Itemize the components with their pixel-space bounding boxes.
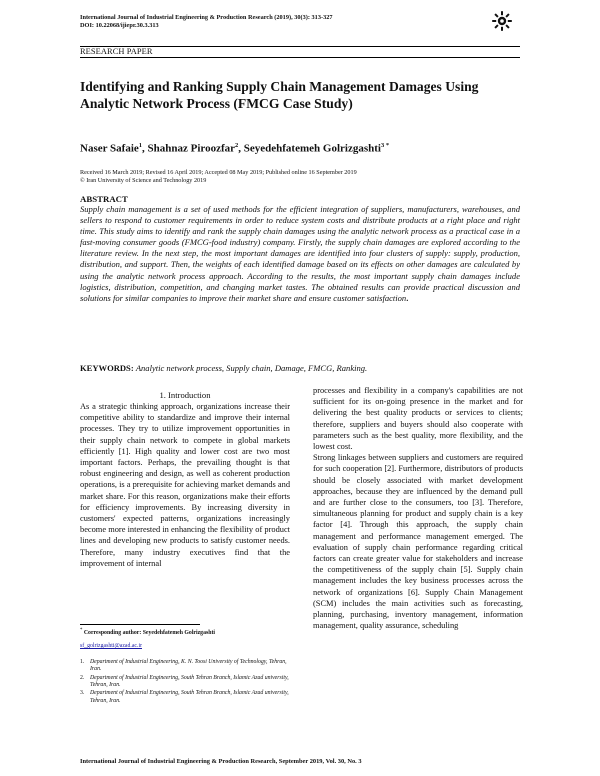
affiliation-list xyxy=(80,659,292,705)
paragraph: As a strategic thinking approach, organizations increase their competitive ability to standardize and improve their internal processes. They try to utilize improvement opportunities in their supply chain network to compete in global markets efficiently [1]. High quality and lower cost are two most important factors. Perhaps, the prevailing thought is that robust engineering and design, as well as coherent production operations, is a prerequisite for achieving market demands and market share. For this reason, organizations make their efforts for efficiency improvements. By increasing diversity in customers' expected patterns, organizations increasingly become more interested in enhancing the flexibility of product lines and developing new products to satisfy customer needs. Therefore, many industry executives find that the improvement of internal xyxy=(80,402,291,568)
journal-citation xyxy=(80,14,333,30)
doi-line: DOI: 10.22068/ijiepr.30.3.313 xyxy=(80,22,159,30)
author-affiliation-mark: 1 xyxy=(138,142,143,149)
affiliation-text: Department of Industrial Engineering, South Tehran Branch, Islamic Azad university, Tehran, Iran. xyxy=(90,674,289,688)
header-rule-bottom xyxy=(80,57,520,58)
affiliation-item xyxy=(80,690,292,705)
author-affiliation-mark: 3 * xyxy=(380,142,390,149)
author-name: Naser Safaie xyxy=(80,142,139,155)
section-heading: 1. Introduction xyxy=(159,390,211,400)
article-title: Identifying and Ranking Supply Chain Management Damages Using Analytic Network Process (FMCG Case Study) xyxy=(80,79,479,111)
copyright-line: © Iran University of Science and Technology 2019 xyxy=(80,177,207,184)
affiliation-text: Department of Industrial Engineering, South Tehran Branch, Islamic Azad university, Tehran, Iran. xyxy=(90,690,289,704)
journal-logo-icon xyxy=(491,10,513,32)
paragraph: Strong linkages between suppliers and customers are required for such cooperation [2]. Furthermore, distributors of products should be closely associated with market development approaches, because they are influenced by the demand pull and are further close to the consumers, too [3]. Therefore, simultaneous planning for product and supply chain is a key factor [4]. Through this approach, the supply chain management and performance management emerged. The evaluation of supply chain performance regarding critical factors can create greater value for stakeholders and increase the competitiveness of the supply chain [5]. Supply chain management includes the key business processes across the network of organizations [6]. Supply Chain Management (SCM) includes the main activities such as forecasting, planning, purchasing, inventory management, information management, quality assurance, scheduling xyxy=(313,453,523,631)
history-dates: Received 16 March 2019; Revised 16 April 2019; Accepted 08 May 2019; Published online 16 September 2019 xyxy=(80,169,357,176)
left-column xyxy=(80,390,290,569)
author-affiliation-mark: 2 xyxy=(235,142,239,149)
affiliation-number: 3. xyxy=(80,690,85,697)
author-separator: , xyxy=(238,142,242,155)
corresponding-author xyxy=(80,627,292,637)
author-name: Shahnaz Piroozfar xyxy=(147,142,236,155)
abstract-text xyxy=(80,204,520,304)
article-dates xyxy=(80,169,520,185)
author-separator: , xyxy=(142,142,145,155)
footnotes xyxy=(80,627,292,706)
abstract-end-mark: . xyxy=(406,292,409,303)
keywords xyxy=(80,363,520,374)
affiliation-item xyxy=(80,675,292,690)
affiliation-number: 2. xyxy=(80,674,85,681)
keywords-text: Analytic network process, Supply chain, Damage, FMCG, Ranking. xyxy=(135,363,368,373)
corresponding-email-link[interactable]: sf_golrizgashti@azad.ac.ir xyxy=(80,643,142,650)
affiliation-number: 1. xyxy=(80,658,85,665)
corresponding-author-label: Corresponding author: Seyedehfatemeh Golrizgashti xyxy=(83,629,215,636)
corresponding-mark: * xyxy=(80,628,83,633)
section-label: RESEARCH PAPER xyxy=(80,47,153,56)
page-footer: International Journal of Industrial Engineering & Production Research, September 2019, Vol. 30, No. 3 xyxy=(80,758,362,765)
right-column xyxy=(313,385,523,631)
journal-citation-line: International Journal of Industrial Engineering & Production Research (2019), 30(3): 313-327 xyxy=(80,14,333,21)
affiliation-item xyxy=(80,659,292,674)
author-list xyxy=(80,139,389,156)
affiliation-text: Department of Industrial Engineering, K. N. Toosi University of Technology, Tehran, Iran. xyxy=(90,658,287,673)
footnote-rule xyxy=(80,624,200,625)
abstract-heading: ABSTRACT xyxy=(80,194,128,204)
keywords-label: KEYWORDS: xyxy=(80,363,134,373)
author-name: Seyedehfatemeh Golrizgashti xyxy=(243,142,381,155)
abstract-body: Supply chain management is a set of used methods for the efficient integration of suppliers, manufacturers, warehouses, and sellers to respond to customer requirements in order to reduce system costs and distribute products at a right place and right time. This study aims to identify and rank the supply chain damages using the analytic network process as a practical case in a fast-moving consumer goods (FMCG-food industry) company. Firstly, the supply chain damages are explored according to the literature review. In the next step, the most important damages are identified into four clusters of supply: supply, production, distribution, and support. Then, the weights of each identified damage based on its effects on other damages are calculated by using the analytic network process approach. According to the results, the most important supply chain damages include logistics, distribution, competition, and changing market tastes. The obtained results can provide practical discussion and solutions for similar companies to improve their market share and ensure customer satisfaction xyxy=(80,204,520,303)
paragraph: processes and flexibility in a company's capabilities are not sufficient for its on-going presence in the market and for delivering the best quality products or services to clients; therefore, suppliers and buyers should also cooperate with parameters such as the best quality, more flexibility, and the lowest cost. xyxy=(313,386,523,452)
